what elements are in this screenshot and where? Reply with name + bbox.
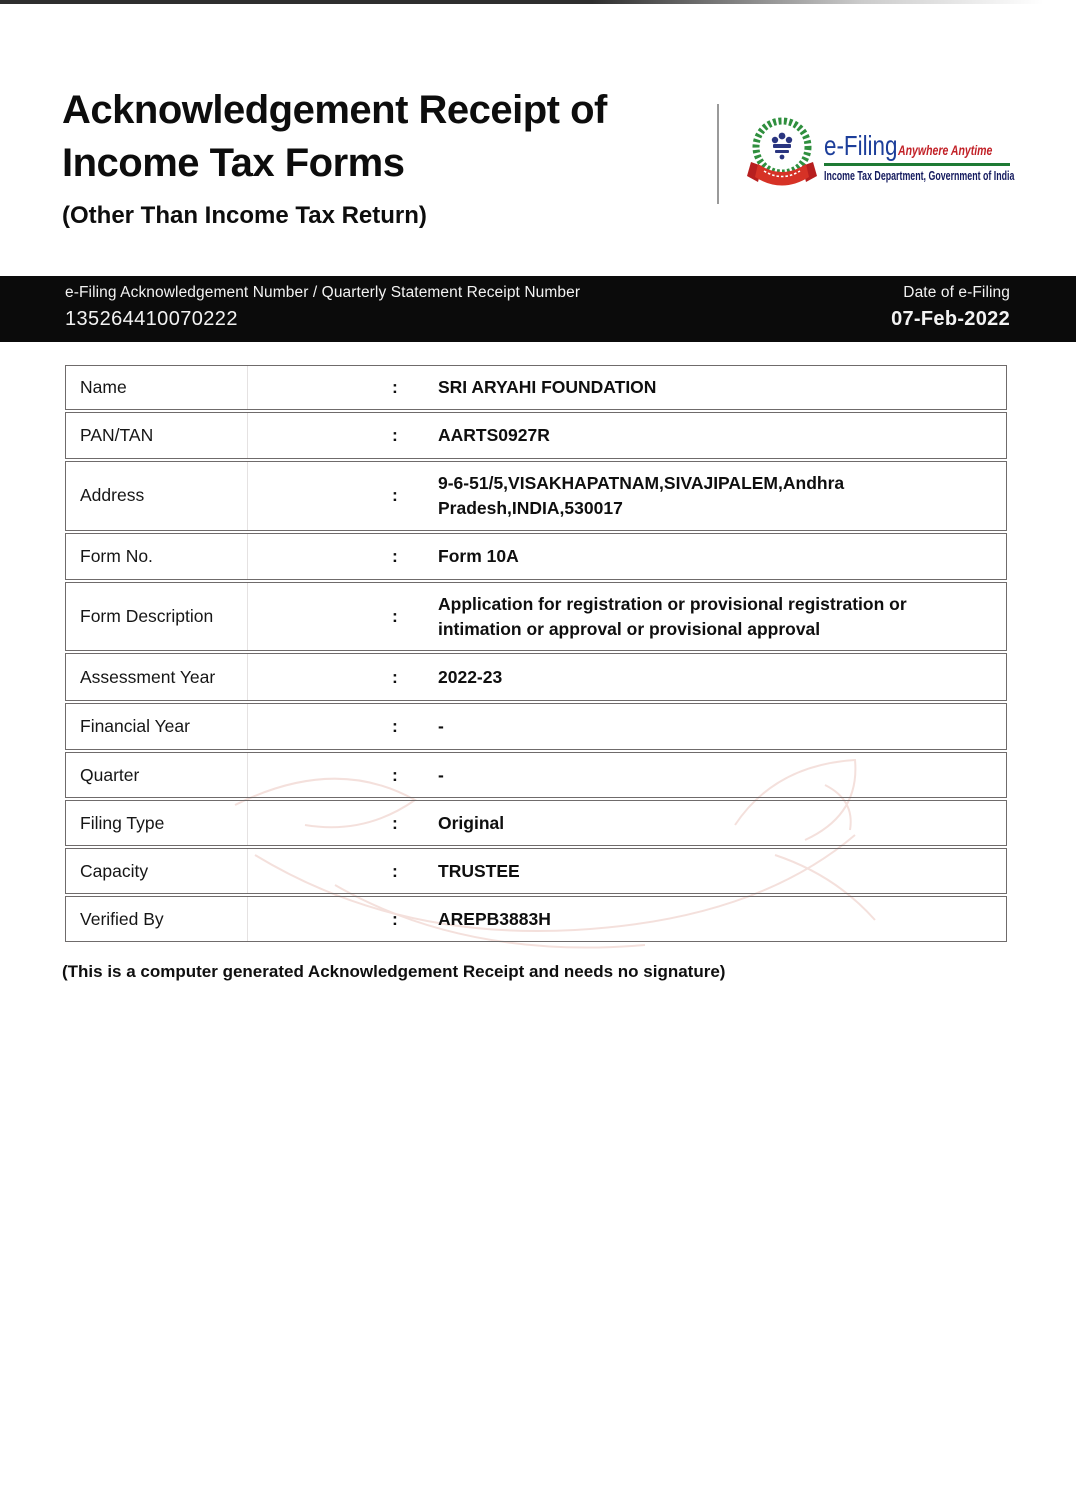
row-value: SRI ARYAHI FOUNDATION <box>438 377 657 398</box>
row-colon: : <box>392 545 398 566</box>
row-value: - <box>438 716 444 737</box>
table-row <box>65 582 1007 652</box>
row-value: AREPB3883H <box>438 908 551 929</box>
row-label: Verified By <box>80 908 164 929</box>
efiling-date-block <box>891 284 1010 342</box>
table-row <box>65 752 1007 798</box>
table-row <box>65 412 1007 459</box>
row-colon: : <box>392 860 398 881</box>
row-colon: : <box>392 764 398 785</box>
logo-green-rule <box>824 163 1010 166</box>
row-label: Address <box>80 485 145 506</box>
row-label: PAN/TAN <box>80 425 154 445</box>
page-title-line2: Income Tax Forms <box>62 141 405 185</box>
row-label: Assessment Year <box>80 666 216 687</box>
row-value: TRUSTEE <box>438 860 520 881</box>
row-label: Form Description <box>80 606 214 627</box>
table-row <box>65 461 1007 531</box>
row-value: - <box>438 764 444 785</box>
efiling-date-label: Date of e-Filing <box>903 284 1010 301</box>
details-table <box>65 365 1007 944</box>
row-colon: : <box>392 716 398 737</box>
table-row <box>65 653 1007 701</box>
page-subtitle: (Other Than Income Tax Return) <box>62 202 427 229</box>
efiling-date-value: 07-Feb-2022 <box>891 308 1010 330</box>
row-colon: : <box>392 812 398 833</box>
table-row <box>65 848 1007 894</box>
row-colon: : <box>392 606 398 627</box>
page-title-line1: Acknowledgement Receipt of <box>62 88 607 132</box>
row-colon: : <box>392 666 398 687</box>
row-label: Filing Type <box>80 812 165 833</box>
row-value: AARTS0927R <box>438 425 550 446</box>
row-value: Original <box>438 812 505 833</box>
header-divider <box>717 104 719 204</box>
acknowledgement-bar <box>0 276 1076 342</box>
row-value: 2022-23 <box>438 666 503 687</box>
table-row <box>65 896 1007 942</box>
row-value: 9-6-51/5,VISAKHAPATNAM,SIVAJIPALEM,Andhra Pradesh,INDIA,530017 <box>438 473 845 518</box>
row-label: Form No. <box>80 545 153 566</box>
row-colon: : <box>392 485 398 506</box>
row-colon: : <box>392 908 398 929</box>
scan-edge-artifact <box>0 0 1076 4</box>
row-value: Form 10A <box>438 545 519 566</box>
document-title-block <box>62 84 712 230</box>
income-tax-department-emblem-icon <box>746 114 818 194</box>
table-row <box>65 800 1007 846</box>
efiling-wordmark: e-Filing <box>824 129 898 161</box>
efiling-logo-text <box>824 126 1015 183</box>
acknowledgement-number-label: e-Filing Acknowledgement Number / Quarterly Statement Receipt Number <box>65 284 581 301</box>
efiling-logo <box>746 108 1015 200</box>
table-row <box>65 533 1007 580</box>
row-label: Capacity <box>80 860 149 881</box>
table-row <box>65 365 1007 410</box>
row-label: Financial Year <box>80 716 190 737</box>
row-label: Quarter <box>80 764 140 785</box>
table-row <box>65 703 1007 750</box>
acknowledgement-number-value: 135264410070222 <box>65 308 238 330</box>
efiling-tagline: Anywhere Anytime <box>898 142 993 158</box>
row-label: Name <box>80 377 127 397</box>
computer-generated-note: (This is a computer generated Acknowledgement Receipt and needs no signature) <box>62 962 726 981</box>
row-value: Application for registration or provisional registration or intimation or approval or provisional approval <box>438 593 907 639</box>
department-name: Income Tax Department, Government of India <box>824 167 1015 183</box>
row-colon: : <box>392 377 398 397</box>
row-colon: : <box>392 425 398 445</box>
acknowledgement-number-block <box>65 284 580 342</box>
